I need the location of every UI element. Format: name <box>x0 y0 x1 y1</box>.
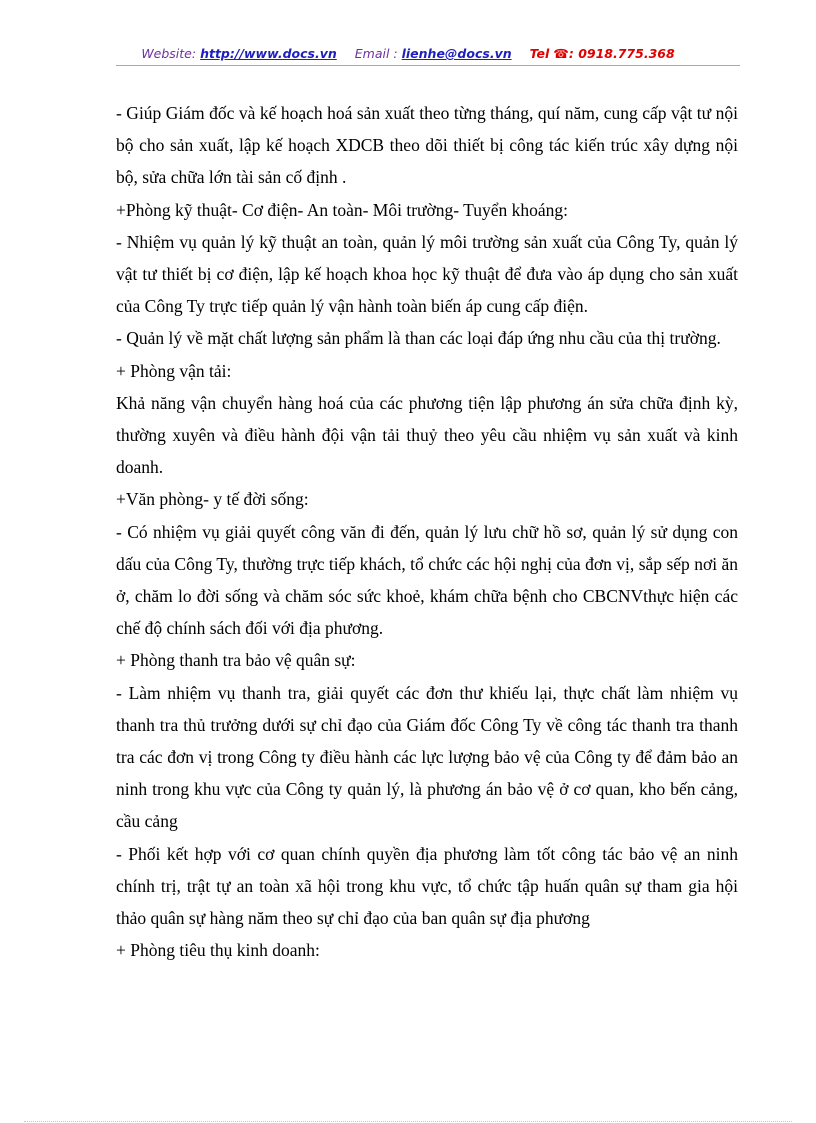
paragraph: - Phối kết hợp với cơ quan chính quyền địa phương làm tốt công tác bảo vệ an ninh chính trị, trật tự an toàn xã hội trong khu vực, tổ chức tập huấn quân sự tham gia hội thảo quân sự hàng năm theo sự chỉ đạo của ban quân sự địa phương <box>116 843 738 929</box>
document-body <box>116 97 738 966</box>
tel-number: : 0918.775.368 <box>568 46 675 61</box>
email-label: Email : <box>354 46 398 61</box>
section-heading: + Phòng vận tải: <box>116 360 232 381</box>
paragraph: - Nhiệm vụ quản lý kỹ thuật an toàn, quản lý môi trường sản xuất của Công Ty, quản lý vật tư thiết bị cơ điện, lập kế hoạch khoa học kỹ thuật để đưa vào áp dụng cho sản xuất của Công Ty trực tiếp quản lý vận hành toàn biến áp cung cấp điện. <box>116 231 738 317</box>
tel-label: Tel <box>529 46 550 61</box>
paragraph: Khả năng vận chuyển hàng hoá của các phương tiện lập phương án sửa chữa định kỳ, thường xuyên và điều hành đội vận tải thuỷ theo yêu cầu nhiệm vụ sản xuất và kinh doanh. <box>116 392 738 478</box>
footer-divider <box>24 1121 792 1122</box>
header-divider <box>116 65 740 66</box>
section-heading: + Phòng thanh tra bảo vệ quân sự: <box>116 650 356 671</box>
section-heading: + Phòng tiêu thụ kinh doanh: <box>116 940 320 961</box>
section-heading: +Văn phòng- y tế đời sống: <box>116 489 309 510</box>
phone-icon: ☎ <box>553 46 569 61</box>
paragraph: - Giúp Giám đốc và kế hoạch hoá sản xuất theo từng tháng, quí năm, cung cấp vật tư nội bộ cho sản xuất, lập kế hoạch XDCB theo dõi thiết bị công tác kiến trúc xây dựng nội bộ, sửa chữa lớn tài sản cố định . <box>116 103 738 188</box>
website-link[interactable]: http://www.docs.vn <box>200 46 337 61</box>
page-header <box>0 46 816 61</box>
paragraph: - Làm nhiệm vụ thanh tra, giải quyết các đơn thư khiếu lại, thực chất làm nhiệm vụ thanh tra thủ trưởng dưới sự chỉ đạo của Giám đốc Công Ty về công tác thanh tra thanh tra các đơn vị trong Công ty điều hành các lực lượng bảo vệ của Công ty để đảm bảo an ninh trong khu vực của Công ty quản lý, là phương án bảo vệ ở cơ quan, kho bến cảng, cầu cảng <box>116 682 738 832</box>
website-label: Website: <box>141 46 197 61</box>
email-link[interactable]: lienhe@docs.vn <box>401 46 512 61</box>
paragraph: - Có nhiệm vụ giải quyết công văn đi đến, quản lý lưu chữ hồ sơ, quản lý sử dụng con dấu của Công Ty, thường trực tiếp khách, tổ chức các hội nghị của đơn vị, sắp sếp nơi ăn ở, chăm lo đời sống và chăm sóc sức khoẻ, khám chữa bệnh cho CBCNVthực hiện các chế độ chính sách đối với địa phương. <box>116 521 738 639</box>
section-heading: +Phòng kỹ thuật- Cơ điện- An toàn- Môi trường- Tuyển khoáng: <box>116 199 569 220</box>
paragraph: - Quản lý về mặt chất lượng sản phẩm là than các loại đáp ứng nhu cầu của thị trường. <box>116 328 721 349</box>
